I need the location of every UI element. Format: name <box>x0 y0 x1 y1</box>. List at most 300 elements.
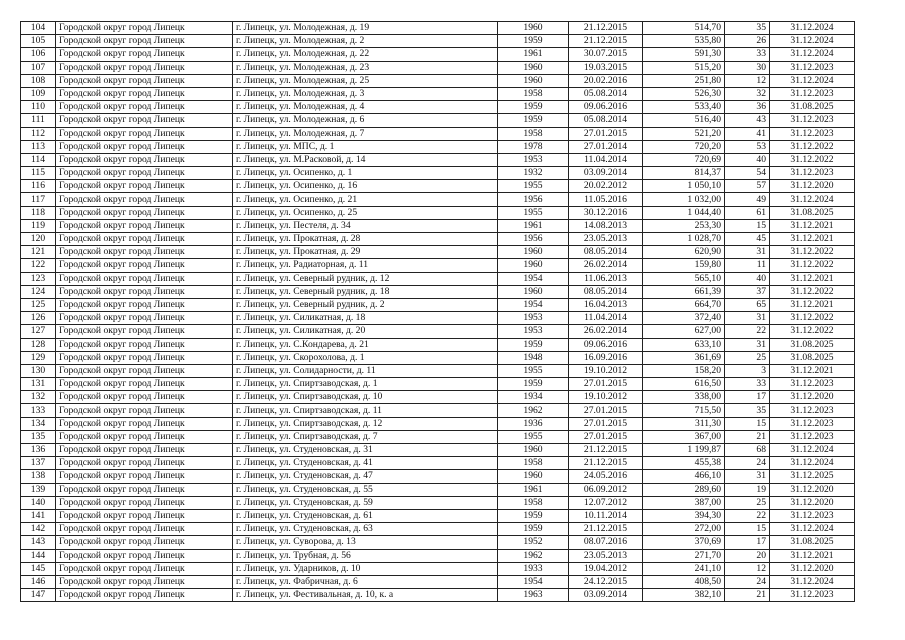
table-row <box>21 549 855 562</box>
date-cell: 27.01.2015 <box>569 430 643 443</box>
address-cell: г. Липецк, ул. Студеновская, д. 31 <box>233 444 498 457</box>
deadline-cell: 31.12.2022 <box>770 153 855 166</box>
address-cell: г. Липецк, ул. Студеновская, д. 47 <box>233 470 498 483</box>
row-number-cell: 109 <box>21 87 56 100</box>
deadline-cell: 31.12.2022 <box>770 285 855 298</box>
row-number-cell: 134 <box>21 417 56 430</box>
count-cell: 49 <box>725 193 770 206</box>
count-cell: 17 <box>725 391 770 404</box>
area-cell: 591,30 <box>643 48 725 61</box>
deadline-cell: 31.12.2024 <box>770 48 855 61</box>
municipality-cell: Городской округ город Липецк <box>56 589 233 602</box>
address-cell: г. Липецк, ул. Спиртзаводская, д. 7 <box>233 430 498 443</box>
count-cell: 25 <box>725 351 770 364</box>
deadline-cell: 31.08.2025 <box>770 536 855 549</box>
address-cell: г. Липецк, ул. Молодежная, д. 3 <box>233 87 498 100</box>
area-cell: 521,20 <box>643 127 725 140</box>
area-cell: 720,20 <box>643 140 725 153</box>
count-cell: 12 <box>725 562 770 575</box>
municipality-cell: Городской округ город Липецк <box>56 74 233 87</box>
municipality-cell: Городской округ город Липецк <box>56 101 233 114</box>
address-cell: г. Липецк, ул. Радиаторная, д. 11 <box>233 259 498 272</box>
date-cell: 21.12.2015 <box>569 22 643 35</box>
year-built-cell: 1959 <box>498 509 569 522</box>
address-cell: г. Липецк, ул. Осипенко, д. 25 <box>233 206 498 219</box>
date-cell: 09.06.2016 <box>569 338 643 351</box>
year-built-cell: 1953 <box>498 312 569 325</box>
year-built-cell: 1956 <box>498 233 569 246</box>
area-cell: 382,10 <box>643 589 725 602</box>
deadline-cell: 31.08.2025 <box>770 338 855 351</box>
row-number-cell: 116 <box>21 180 56 193</box>
housing-registry-table <box>20 21 855 602</box>
count-cell: 30 <box>725 61 770 74</box>
count-cell: 32 <box>725 87 770 100</box>
area-cell: 514,70 <box>643 22 725 35</box>
date-cell: 24.12.2015 <box>569 575 643 588</box>
year-built-cell: 1934 <box>498 391 569 404</box>
row-number-cell: 105 <box>21 35 56 48</box>
deadline-cell: 31.12.2023 <box>770 61 855 74</box>
table-row <box>21 312 855 325</box>
row-number-cell: 120 <box>21 233 56 246</box>
municipality-cell: Городской округ город Липецк <box>56 351 233 364</box>
date-cell: 11.04.2014 <box>569 153 643 166</box>
row-number-cell: 104 <box>21 22 56 35</box>
area-cell: 720,69 <box>643 153 725 166</box>
address-cell: г. Липецк, ул. Северный рудник, д. 2 <box>233 298 498 311</box>
year-built-cell: 1960 <box>498 61 569 74</box>
deadline-cell: 31.12.2024 <box>770 523 855 536</box>
municipality-cell: Городской округ город Липецк <box>56 167 233 180</box>
row-number-cell: 144 <box>21 549 56 562</box>
table-row <box>21 496 855 509</box>
table-row <box>21 272 855 285</box>
year-built-cell: 1960 <box>498 470 569 483</box>
table-row <box>21 74 855 87</box>
count-cell: 35 <box>725 22 770 35</box>
deadline-cell: 31.12.2023 <box>770 378 855 391</box>
date-cell: 27.01.2015 <box>569 417 643 430</box>
address-cell: г. Липецк, ул. Спиртзаводская, д. 12 <box>233 417 498 430</box>
municipality-cell: Городской округ город Липецк <box>56 285 233 298</box>
table-row <box>21 430 855 443</box>
year-built-cell: 1956 <box>498 193 569 206</box>
row-number-cell: 138 <box>21 470 56 483</box>
area-cell: 241,10 <box>643 562 725 575</box>
municipality-cell: Городской округ город Липецк <box>56 391 233 404</box>
area-cell: 661,39 <box>643 285 725 298</box>
table-row <box>21 470 855 483</box>
date-cell: 27.01.2015 <box>569 378 643 391</box>
count-cell: 68 <box>725 444 770 457</box>
deadline-cell: 31.12.2021 <box>770 364 855 377</box>
address-cell: г. Липецк, ул. Прокатная, д. 28 <box>233 233 498 246</box>
deadline-cell: 31.08.2025 <box>770 351 855 364</box>
table-row <box>21 35 855 48</box>
area-cell: 616,50 <box>643 378 725 391</box>
address-cell: г. Липецк, ул. Силикатная, д. 18 <box>233 312 498 325</box>
municipality-cell: Городской округ город Липецк <box>56 523 233 536</box>
table-row <box>21 167 855 180</box>
row-number-cell: 121 <box>21 246 56 259</box>
area-cell: 620,90 <box>643 246 725 259</box>
area-cell: 535,80 <box>643 35 725 48</box>
count-cell: 15 <box>725 523 770 536</box>
area-cell: 516,40 <box>643 114 725 127</box>
municipality-cell: Городской округ город Липецк <box>56 325 233 338</box>
year-built-cell: 1955 <box>498 430 569 443</box>
table-row <box>21 457 855 470</box>
address-cell: г. Липецк, ул. Суворова, д. 13 <box>233 536 498 549</box>
count-cell: 15 <box>725 417 770 430</box>
year-built-cell: 1959 <box>498 101 569 114</box>
count-cell: 24 <box>725 575 770 588</box>
deadline-cell: 31.12.2024 <box>770 74 855 87</box>
area-cell: 533,40 <box>643 101 725 114</box>
table-row <box>21 536 855 549</box>
deadline-cell: 31.12.2020 <box>770 180 855 193</box>
date-cell: 06.09.2012 <box>569 483 643 496</box>
municipality-cell: Городской округ город Липецк <box>56 378 233 391</box>
municipality-cell: Городской округ город Липецк <box>56 536 233 549</box>
date-cell: 26.02.2014 <box>569 325 643 338</box>
count-cell: 57 <box>725 180 770 193</box>
municipality-cell: Городской округ город Липецк <box>56 219 233 232</box>
date-cell: 26.02.2014 <box>569 259 643 272</box>
municipality-cell: Городской округ город Липецк <box>56 444 233 457</box>
row-number-cell: 124 <box>21 285 56 298</box>
municipality-cell: Городской округ город Липецк <box>56 470 233 483</box>
address-cell: г. Липецк, ул. Молодежная, д. 19 <box>233 22 498 35</box>
deadline-cell: 31.12.2023 <box>770 87 855 100</box>
municipality-cell: Городской округ город Липецк <box>56 312 233 325</box>
table-row <box>21 575 855 588</box>
municipality-cell: Городской округ город Липецк <box>56 127 233 140</box>
row-number-cell: 113 <box>21 140 56 153</box>
deadline-cell: 31.08.2025 <box>770 206 855 219</box>
count-cell: 20 <box>725 549 770 562</box>
address-cell: г. Липецк, ул. Фабричная, д. 6 <box>233 575 498 588</box>
row-number-cell: 130 <box>21 364 56 377</box>
date-cell: 14.08.2013 <box>569 219 643 232</box>
area-cell: 159,80 <box>643 259 725 272</box>
municipality-cell: Городской округ город Липецк <box>56 153 233 166</box>
table-row <box>21 404 855 417</box>
count-cell: 22 <box>725 325 770 338</box>
table-row <box>21 378 855 391</box>
count-cell: 19 <box>725 483 770 496</box>
year-built-cell: 1959 <box>498 35 569 48</box>
count-cell: 33 <box>725 48 770 61</box>
address-cell: г. Липецк, ул. Молодежная, д. 2 <box>233 35 498 48</box>
count-cell: 15 <box>725 219 770 232</box>
date-cell: 21.12.2015 <box>569 35 643 48</box>
year-built-cell: 1960 <box>498 444 569 457</box>
municipality-cell: Городской округ город Липецк <box>56 140 233 153</box>
deadline-cell: 31.12.2021 <box>770 219 855 232</box>
address-cell: г. Липецк, ул. Спиртзаводская, д. 11 <box>233 404 498 417</box>
area-cell: 289,60 <box>643 483 725 496</box>
row-number-cell: 107 <box>21 61 56 74</box>
deadline-cell: 31.12.2024 <box>770 193 855 206</box>
area-cell: 394,30 <box>643 509 725 522</box>
table-row <box>21 523 855 536</box>
count-cell: 53 <box>725 140 770 153</box>
year-built-cell: 1963 <box>498 589 569 602</box>
date-cell: 20.02.2012 <box>569 180 643 193</box>
deadline-cell: 31.12.2024 <box>770 22 855 35</box>
municipality-cell: Городской округ город Липецк <box>56 509 233 522</box>
date-cell: 03.09.2014 <box>569 589 643 602</box>
year-built-cell: 1953 <box>498 325 569 338</box>
row-number-cell: 106 <box>21 48 56 61</box>
deadline-cell: 31.08.2025 <box>770 101 855 114</box>
row-number-cell: 128 <box>21 338 56 351</box>
table-row <box>21 140 855 153</box>
area-cell: 715,50 <box>643 404 725 417</box>
count-cell: 36 <box>725 101 770 114</box>
date-cell: 03.09.2014 <box>569 167 643 180</box>
date-cell: 30.07.2015 <box>569 48 643 61</box>
date-cell: 08.07.2016 <box>569 536 643 549</box>
date-cell: 16.04.2013 <box>569 298 643 311</box>
year-built-cell: 1959 <box>498 114 569 127</box>
date-cell: 08.05.2014 <box>569 246 643 259</box>
year-built-cell: 1958 <box>498 457 569 470</box>
row-number-cell: 139 <box>21 483 56 496</box>
area-cell: 251,80 <box>643 74 725 87</box>
municipality-cell: Городской округ город Липецк <box>56 22 233 35</box>
deadline-cell: 31.12.2020 <box>770 562 855 575</box>
address-cell: г. Липецк, ул. Осипенко, д. 1 <box>233 167 498 180</box>
area-cell: 1 044,40 <box>643 206 725 219</box>
area-cell: 1 050,10 <box>643 180 725 193</box>
area-cell: 526,30 <box>643 87 725 100</box>
year-built-cell: 1960 <box>498 259 569 272</box>
year-built-cell: 1960 <box>498 74 569 87</box>
deadline-cell: 31.12.2020 <box>770 483 855 496</box>
deadline-cell: 31.12.2023 <box>770 417 855 430</box>
table-row <box>21 589 855 602</box>
municipality-cell: Городской округ город Липецк <box>56 114 233 127</box>
row-number-cell: 141 <box>21 509 56 522</box>
count-cell: 17 <box>725 536 770 549</box>
deadline-cell: 31.12.2020 <box>770 496 855 509</box>
count-cell: 12 <box>725 74 770 87</box>
count-cell: 65 <box>725 298 770 311</box>
address-cell: г. Липецк, ул. МПС, д. 1 <box>233 140 498 153</box>
count-cell: 37 <box>725 285 770 298</box>
count-cell: 31 <box>725 338 770 351</box>
table-row <box>21 509 855 522</box>
row-number-cell: 142 <box>21 523 56 536</box>
area-cell: 158,20 <box>643 364 725 377</box>
table-row <box>21 206 855 219</box>
deadline-cell: 31.12.2022 <box>770 140 855 153</box>
address-cell: г. Липецк, ул. Солидарности, д. 11 <box>233 364 498 377</box>
count-cell: 24 <box>725 457 770 470</box>
municipality-cell: Городской округ город Липецк <box>56 206 233 219</box>
year-built-cell: 1936 <box>498 417 569 430</box>
area-cell: 272,00 <box>643 523 725 536</box>
count-cell: 31 <box>725 312 770 325</box>
municipality-cell: Городской округ город Липецк <box>56 87 233 100</box>
date-cell: 05.08.2014 <box>569 114 643 127</box>
area-cell: 515,20 <box>643 61 725 74</box>
count-cell: 26 <box>725 35 770 48</box>
area-cell: 367,00 <box>643 430 725 443</box>
date-cell: 19.04.2012 <box>569 562 643 575</box>
count-cell: 25 <box>725 496 770 509</box>
municipality-cell: Городской округ город Липецк <box>56 457 233 470</box>
municipality-cell: Городской округ город Липецк <box>56 61 233 74</box>
table-row <box>21 48 855 61</box>
address-cell: г. Липецк, ул. Молодежная, д. 4 <box>233 101 498 114</box>
table-row <box>21 180 855 193</box>
deadline-cell: 31.12.2021 <box>770 549 855 562</box>
deadline-cell: 31.12.2022 <box>770 259 855 272</box>
date-cell: 27.01.2015 <box>569 404 643 417</box>
municipality-cell: Городской округ город Липецк <box>56 272 233 285</box>
address-cell: г. Липецк, ул. Ударников, д. 10 <box>233 562 498 575</box>
row-number-cell: 131 <box>21 378 56 391</box>
date-cell: 21.12.2015 <box>569 457 643 470</box>
address-cell: г. Липецк, ул. Осипенко, д. 21 <box>233 193 498 206</box>
address-cell: г. Липецк, ул. Северный рудник, д. 18 <box>233 285 498 298</box>
address-cell: г. Липецк, ул. Осипенко, д. 16 <box>233 180 498 193</box>
table-row <box>21 114 855 127</box>
municipality-cell: Городской округ город Липецк <box>56 575 233 588</box>
municipality-cell: Городской округ город Липецк <box>56 496 233 509</box>
table-row <box>21 351 855 364</box>
date-cell: 23.05.2013 <box>569 549 643 562</box>
row-number-cell: 125 <box>21 298 56 311</box>
row-number-cell: 118 <box>21 206 56 219</box>
date-cell: 21.12.2015 <box>569 444 643 457</box>
year-built-cell: 1962 <box>498 549 569 562</box>
row-number-cell: 146 <box>21 575 56 588</box>
table-row <box>21 61 855 74</box>
year-built-cell: 1961 <box>498 48 569 61</box>
area-cell: 370,69 <box>643 536 725 549</box>
row-number-cell: 143 <box>21 536 56 549</box>
table-row <box>21 233 855 246</box>
year-built-cell: 1955 <box>498 180 569 193</box>
year-built-cell: 1954 <box>498 575 569 588</box>
address-cell: г. Липецк, ул. Пестеля, д. 34 <box>233 219 498 232</box>
area-cell: 311,30 <box>643 417 725 430</box>
row-number-cell: 129 <box>21 351 56 364</box>
address-cell: г. Липецк, ул. Спиртзаводская, д. 10 <box>233 391 498 404</box>
area-cell: 455,38 <box>643 457 725 470</box>
table-row <box>21 364 855 377</box>
count-cell: 41 <box>725 127 770 140</box>
year-built-cell: 1962 <box>498 404 569 417</box>
municipality-cell: Городской округ город Липецк <box>56 193 233 206</box>
date-cell: 09.06.2016 <box>569 101 643 114</box>
table-row <box>21 444 855 457</box>
year-built-cell: 1961 <box>498 219 569 232</box>
area-cell: 253,30 <box>643 219 725 232</box>
year-built-cell: 1959 <box>498 338 569 351</box>
area-cell: 271,70 <box>643 549 725 562</box>
municipality-cell: Городской округ город Липецк <box>56 430 233 443</box>
date-cell: 11.04.2014 <box>569 312 643 325</box>
count-cell: 40 <box>725 272 770 285</box>
year-built-cell: 1978 <box>498 140 569 153</box>
table-row <box>21 259 855 272</box>
row-number-cell: 135 <box>21 430 56 443</box>
deadline-cell: 31.12.2023 <box>770 114 855 127</box>
date-cell: 12.07.2012 <box>569 496 643 509</box>
year-built-cell: 1959 <box>498 523 569 536</box>
count-cell: 22 <box>725 509 770 522</box>
municipality-cell: Городской округ город Липецк <box>56 246 233 259</box>
municipality-cell: Городской округ город Липецк <box>56 549 233 562</box>
municipality-cell: Городской округ город Липецк <box>56 338 233 351</box>
area-cell: 627,00 <box>643 325 725 338</box>
row-number-cell: 145 <box>21 562 56 575</box>
year-built-cell: 1948 <box>498 351 569 364</box>
table-row <box>21 338 855 351</box>
table-row <box>21 101 855 114</box>
count-cell: 54 <box>725 167 770 180</box>
year-built-cell: 1958 <box>498 87 569 100</box>
table-row <box>21 483 855 496</box>
row-number-cell: 111 <box>21 114 56 127</box>
table-row <box>21 325 855 338</box>
municipality-cell: Городской округ город Липецк <box>56 259 233 272</box>
address-cell: г. Липецк, ул. Молодежная, д. 25 <box>233 74 498 87</box>
date-cell: 30.12.2016 <box>569 206 643 219</box>
date-cell: 08.05.2014 <box>569 285 643 298</box>
year-built-cell: 1958 <box>498 496 569 509</box>
deadline-cell: 31.12.2023 <box>770 127 855 140</box>
deadline-cell: 31.12.2022 <box>770 312 855 325</box>
municipality-cell: Городской округ город Липецк <box>56 48 233 61</box>
area-cell: 387,00 <box>643 496 725 509</box>
year-built-cell: 1955 <box>498 206 569 219</box>
row-number-cell: 136 <box>21 444 56 457</box>
table-row <box>21 417 855 430</box>
date-cell: 19.03.2015 <box>569 61 643 74</box>
deadline-cell: 31.12.2024 <box>770 444 855 457</box>
municipality-cell: Городской округ город Липецк <box>56 233 233 246</box>
address-cell: г. Липецк, ул. Скорохолова, д. 1 <box>233 351 498 364</box>
count-cell: 35 <box>725 404 770 417</box>
deadline-cell: 31.12.2024 <box>770 575 855 588</box>
deadline-cell: 31.12.2021 <box>770 272 855 285</box>
municipality-cell: Городской округ город Липецк <box>56 404 233 417</box>
address-cell: г. Липецк, ул. Студеновская, д. 61 <box>233 509 498 522</box>
table-row <box>21 193 855 206</box>
count-cell: 45 <box>725 233 770 246</box>
deadline-cell: 31.12.2023 <box>770 509 855 522</box>
deadline-cell: 31.12.2023 <box>770 430 855 443</box>
date-cell: 20.02.2016 <box>569 74 643 87</box>
row-number-cell: 122 <box>21 259 56 272</box>
table-row <box>21 562 855 575</box>
address-cell: г. Липецк, ул. Северный рудник, д. 12 <box>233 272 498 285</box>
municipality-cell: Городской округ город Липецк <box>56 298 233 311</box>
table-row <box>21 298 855 311</box>
deadline-cell: 31.12.2022 <box>770 325 855 338</box>
table-row <box>21 87 855 100</box>
date-cell: 19.10.2012 <box>569 391 643 404</box>
deadline-cell: 31.12.2020 <box>770 391 855 404</box>
row-number-cell: 133 <box>21 404 56 417</box>
